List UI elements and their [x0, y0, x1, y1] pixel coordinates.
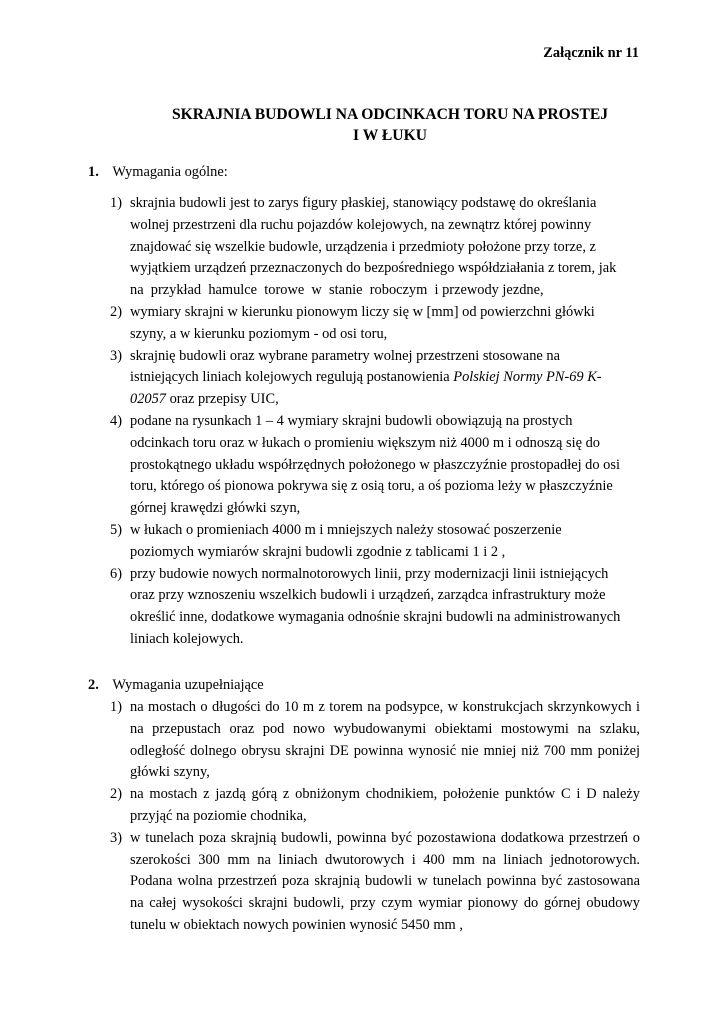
item-line	[130, 389, 640, 411]
title-line-1: SKRAJNIA BUDOWLI NA ODCINKACH TORU NA PROSTEJ	[171, 106, 609, 123]
item-line: górnej krawędzi główki szyn,	[130, 500, 301, 517]
item-line: podane na rysunkach 1 – 4 wymiary skrajni budowli obowiązują na prostych	[130, 412, 573, 429]
item-line: na mostach z jazdą górą z obniżonym chodnikiem, położenie punktów C i D należy	[130, 786, 640, 803]
item-line: w tunelach poza skrajnią budowli, powinna być pozostawiona dodatkowa przestrzeń o	[130, 829, 640, 846]
list-item	[110, 697, 640, 784]
item-line: na przepustach oraz pod nowo wybudowanymi obiektami mostowymi na szlaku,	[130, 720, 640, 737]
list-item	[110, 193, 640, 302]
item-line: skrajnię budowli oraz wybrane parametry wolnej przestrzeni stosowane na	[130, 347, 560, 364]
section-number: 2.	[88, 677, 99, 693]
list-item	[110, 564, 640, 651]
item-number: 3)	[110, 829, 122, 846]
item-line: na przykład hamulce torowe w stanie roboczym i przewody jezdne,	[130, 282, 544, 299]
attachment-number: Załącznik nr 11	[543, 45, 639, 61]
item-line: szerokości 300 mm na liniach dwutorowych i 400 mm na liniach jednotorowych.	[130, 851, 640, 868]
item-line: odcinkach toru oraz w łukach o promieniu większym niż 4000 m i odnoszą się do	[130, 434, 600, 451]
item-line: Podana wolna przestrzeń poza skrajnią budowli w tunelach powinna być zastosowana	[130, 873, 640, 890]
section-title: Wymagania ogólne:	[112, 164, 228, 180]
item-line	[130, 367, 640, 389]
list-item	[110, 411, 640, 520]
item-line: skrajnia budowli jest to zarys figury płaskiej, stanowiący podstawę do określania	[130, 195, 597, 211]
item-line: odległość dolnego obrysu skrajni DE powinna wynosić nie mniej niż 700 mm poniżej	[130, 742, 640, 759]
item-line: liniach kolejowych.	[130, 630, 244, 647]
standard-reference-cont: 02057	[130, 391, 166, 408]
item-line: w łukach o promieniach 4000 m i mniejszych należy stosować poszerzenie	[130, 521, 562, 538]
title-line-2: I W ŁUKU	[353, 127, 427, 144]
item-line: przyjąć na poziomie chodnika,	[130, 807, 307, 824]
item-line: wymiary skrajni w kierunku pionowym liczy się w [mm] od powierzchni główki	[130, 303, 595, 320]
item-number: 5)	[110, 521, 122, 538]
item-line: toru, którego oś pionowa pokrywa się z osią toru, a oś pozioma leży w płaszczyźnie	[130, 478, 613, 495]
item-line: określić inne, dodatkowe wymagania odnośnie skrajni budowli na administrowanych	[130, 609, 621, 626]
item-line: przy budowie nowych normalnotorowych linii, przy modernizacji linii istniejących	[130, 565, 609, 582]
section-1-heading	[88, 164, 228, 181]
item-line: na całej wysokości skrajni budowli, przy czym wymiar pionowy do górnej obudowy	[130, 895, 640, 912]
list-item	[110, 302, 640, 346]
item-number: 3)	[110, 347, 122, 364]
section-1-list	[110, 193, 640, 651]
item-line: prostokątnego układu współrzędnych położonego w płaszczyźnie prostopadłej do osi	[130, 456, 620, 473]
item-line: wyjątkiem urządzeń przeznaczonych do bezpośredniego współdziałania z torem, jak	[130, 260, 617, 277]
item-line: główki szyny,	[130, 764, 210, 781]
section-2-heading	[88, 677, 264, 694]
document-title	[140, 104, 640, 146]
item-line: wolnej przestrzeni dla ruchu pojazdów kolejowych, na zewnątrz której powinny	[130, 216, 592, 233]
item-number: 2)	[110, 303, 122, 320]
item-number: 2)	[110, 786, 122, 803]
section-number: 1.	[88, 164, 99, 180]
list-item	[110, 784, 640, 828]
item-text: oraz przepisy UIC,	[165, 391, 279, 408]
item-number: 1)	[110, 195, 122, 211]
item-line: znajdować się wszelkie budowle, urządzenia i przedmioty położone przy torze, z	[130, 238, 596, 255]
item-line: szyny, a w kierunku poziomym - od osi toru,	[130, 325, 388, 342]
section-title: Wymagania uzupełniające	[112, 677, 264, 693]
item-line: tunelu w obiektach nowych powinien wynosić 5450 mm ,	[130, 916, 463, 933]
list-item	[110, 520, 640, 564]
item-line: oraz przy wznoszeniu wszelkich budowli i urządzeń, zarządca infrastruktury może	[130, 587, 606, 604]
item-number: 6)	[110, 565, 122, 582]
standard-reference: Polskiej Normy PN-69 K-	[453, 369, 602, 386]
item-number: 1)	[110, 699, 122, 715]
item-line: poziomych wymiarów skrajni budowli zgodnie z tablicami 1 i 2 ,	[130, 543, 506, 560]
section-2-list	[110, 697, 640, 937]
item-text: istniejących liniach kolejowych regulują postanowienia	[130, 369, 454, 386]
item-number: 4)	[110, 412, 122, 429]
list-item	[110, 828, 640, 937]
item-line: na mostach o długości do 10 m z torem na podsypce, w konstrukcjach skrzynkowych i	[130, 699, 640, 715]
list-item	[110, 346, 640, 411]
